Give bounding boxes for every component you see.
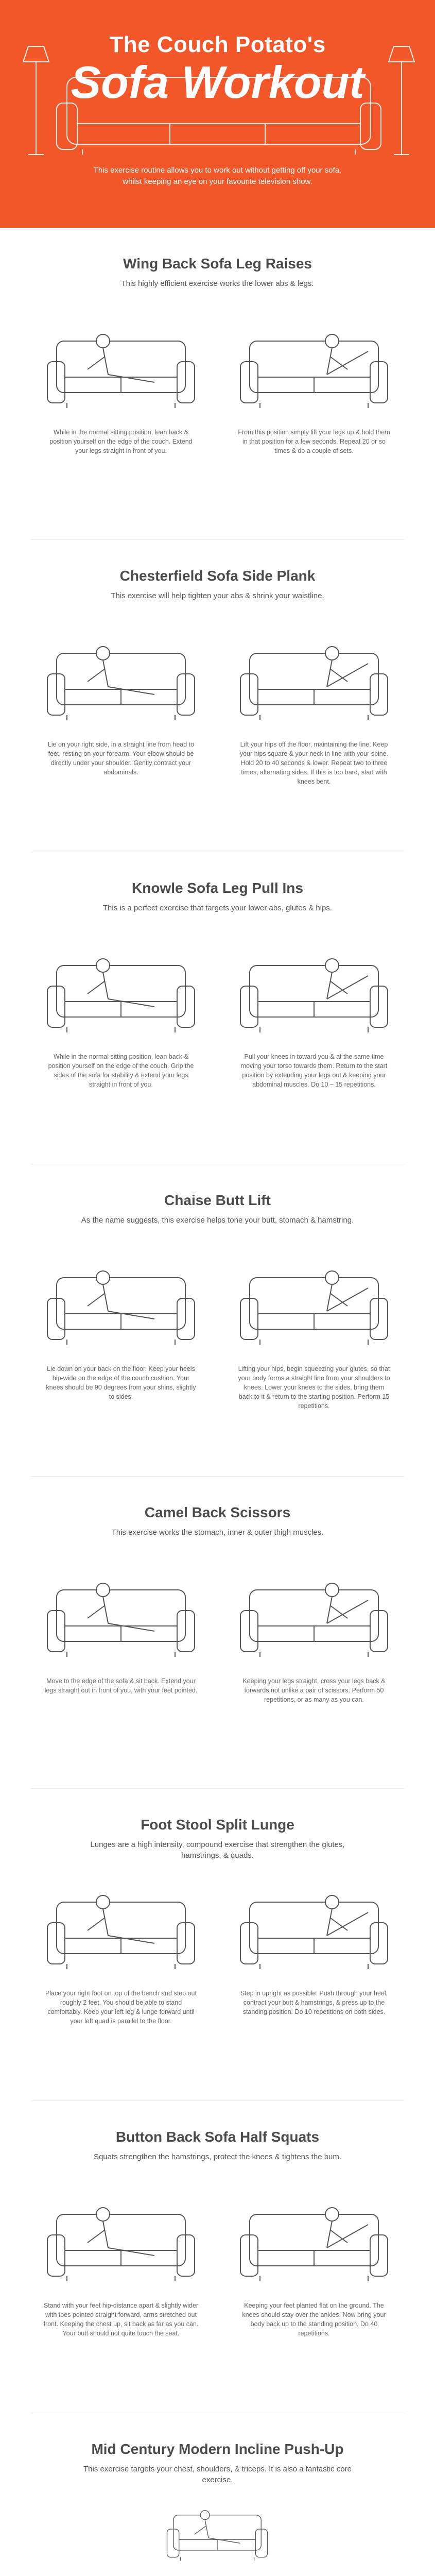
exercise-description: This exercise works the stomach, inner & outer thigh muscles. <box>111 1528 324 1537</box>
exercise-illustration <box>36 617 206 731</box>
exercise-section <box>0 1477 435 1789</box>
step-caption: Stand with your feet hip-distance apart & slightly wider with toes pointed straight forward, arms stretched out front. Keeping the chest up, sit back as far as you can. Your butt should not quite touch the seat. <box>43 2302 199 2337</box>
step-caption: Lie on your right side, in a straight line from head to feet, resting on your forearm. Your elbow should be directly under your shoulder. Gently contract your abdominals. <box>47 741 195 776</box>
step-caption: Step in upright as possible. Push through your heel, contract your butt & hamstrings, & press up to the standing position. Do 10 repetitions on both sides. <box>240 1990 388 2015</box>
exercise-step <box>36 1242 206 1458</box>
exercise-description: This exercise targets your chest, shoulders, & triceps. It is also a fantastic core exercise. <box>83 2465 352 2484</box>
step-caption: Move to the edge of the sofa & sit back. Extend your legs straight out in front of you, with your feet pointed. <box>44 1677 198 1694</box>
exercise-illustration <box>36 929 206 1043</box>
step-caption: Lie down on your back on the floor. Keep your heels hip-wide on the edge of the couch cushion. Your knees should be 90 degrees from your shins, slightly to sides. <box>46 1365 196 1400</box>
exercise-step <box>229 1866 399 2082</box>
exercise-title: Mid Century Modern Incline Push-Up <box>91 2441 344 2457</box>
exercise-description: As the name suggests, this exercise helps tone your butt, stomach & hamstring. <box>81 1216 354 1225</box>
exercise-illustration <box>229 305 399 418</box>
exercise-description: This exercise will help tighten your abs & shrink your waistline. <box>111 591 324 600</box>
exercise-step <box>36 929 206 1146</box>
exercise-title: Foot Stool Split Lunge <box>141 1817 294 1833</box>
exercise-illustration <box>36 1242 206 1355</box>
exercise-illustration <box>229 1866 399 1979</box>
exercise-step <box>36 1554 206 1770</box>
step-caption: Lift your hips off the floor, maintaining the line. Keep your hips square & your neck in line with your spine. Hold 20 to 40 seconds & lower. Repeat two to three times, alternating sides. If this is too hard, start with knees bent. <box>239 741 389 785</box>
exercise-illustration <box>132 2490 302 2568</box>
exercise-title: Wing Back Sofa Leg Raises <box>123 256 312 272</box>
exercise-description: Lunges are a high intensity, compound exercise that strengthen the glutes, hamstrings, & quads. <box>90 1840 345 1860</box>
step-caption: Keeping your legs straight, cross your legs back & forwards not unlike a pair of scissors. Perform 50 repetitions, or as many as you can. <box>242 1677 386 1703</box>
exercise-section <box>0 2413 435 2576</box>
exercise-illustration <box>36 1554 206 1667</box>
exercise-section <box>0 852 435 1164</box>
step-caption: Keeping your feet planted flat on the ground. The knees should stay over the ankles. Now bring your body back up to the standing position. Do 40 repetitions. <box>242 2302 386 2337</box>
exercise-illustration <box>229 617 399 731</box>
exercise-title: Chaise Butt Lift <box>164 1192 271 1208</box>
exercise-step <box>36 1866 206 2082</box>
exercise-illustration <box>229 1554 399 1667</box>
exercise-illustration <box>36 1866 206 1979</box>
exercise-sections <box>0 228 435 2576</box>
exercise-title: Camel Back Scissors <box>144 1504 291 1520</box>
exercise-illustration <box>229 929 399 1043</box>
step-caption: Pull your knees in toward you & at the same time moving your torso towards them. Return to the start position by extending your legs out & keeping your abdominal muscles. Do 10 – 15 repetitions. <box>240 1053 388 1088</box>
exercise-illustration <box>36 2178 206 2292</box>
exercise-illustration <box>229 2178 399 2292</box>
exercise-step <box>229 617 399 834</box>
step-caption: Lifting your hips, begin squeezing your glutes, so that your body forms a straight line from your shoulders to knees. Lower your knees to the sides, bring them back to it & return to the starting position. Perform 15 repetitions. <box>238 1365 390 1410</box>
page-subtitle: Sofa Workout <box>71 57 364 108</box>
step-caption: From this position simply lift your legs up & hold them in that position for a few seconds. Repeat 20 or so times & do a couple of sets. <box>238 429 390 454</box>
step-caption: Place your right foot on top of the bench and step out roughly 2 feet. You should be able to stand comfortably. Keep your left leg & lunge forward until your left quad is parallel to the floor. <box>45 1990 197 2025</box>
exercise-title: Chesterfield Sofa Side Plank <box>119 568 316 584</box>
header-banner <box>0 0 435 228</box>
exercise-section <box>0 540 435 852</box>
exercise-section <box>0 228 435 540</box>
step-caption: While in the normal sitting position, lean back & position yourself on the edge of the couch. Extend your legs straight in front of you. <box>49 429 193 454</box>
exercise-step <box>36 617 206 834</box>
exercise-section <box>0 2101 435 2413</box>
exercise-step <box>229 2178 399 2395</box>
step-caption: While in the normal sitting position, lean back & position yourself on the edge of the couch. Grip the sides of the sofa for stability & extend your legs straight in front of you. <box>48 1053 194 1088</box>
exercise-description: This is a perfect exercise that targets your lower abs, glutes & hips. <box>102 904 333 912</box>
exercise-step <box>229 1554 399 1770</box>
page-title: The Couch Potato's <box>109 32 326 57</box>
exercise-step <box>229 305 399 521</box>
exercise-title: Knowle Sofa Leg Pull Ins <box>132 880 303 896</box>
exercise-illustration <box>36 305 206 418</box>
exercise-step <box>36 2178 206 2395</box>
exercise-section <box>0 1789 435 2101</box>
exercise-title: Button Back Sofa Half Squats <box>115 2129 320 2145</box>
exercise-step <box>36 305 206 521</box>
exercise-step <box>229 1242 399 1458</box>
exercise-description: Squats strengthen the hamstrings, protect the knees & tightens the bum. <box>93 2153 342 2161</box>
intro-text: This exercise routine allows you to work out without getting off your sofa, whilst keeping an eye on your favourite television show. <box>93 166 342 186</box>
exercise-description: This highly efficient exercise works the lower abs & legs. <box>121 279 314 288</box>
exercise-step <box>229 929 399 1146</box>
exercise-section <box>0 1164 435 1477</box>
exercise-step <box>132 2490 302 2576</box>
exercise-illustration <box>229 1242 399 1355</box>
